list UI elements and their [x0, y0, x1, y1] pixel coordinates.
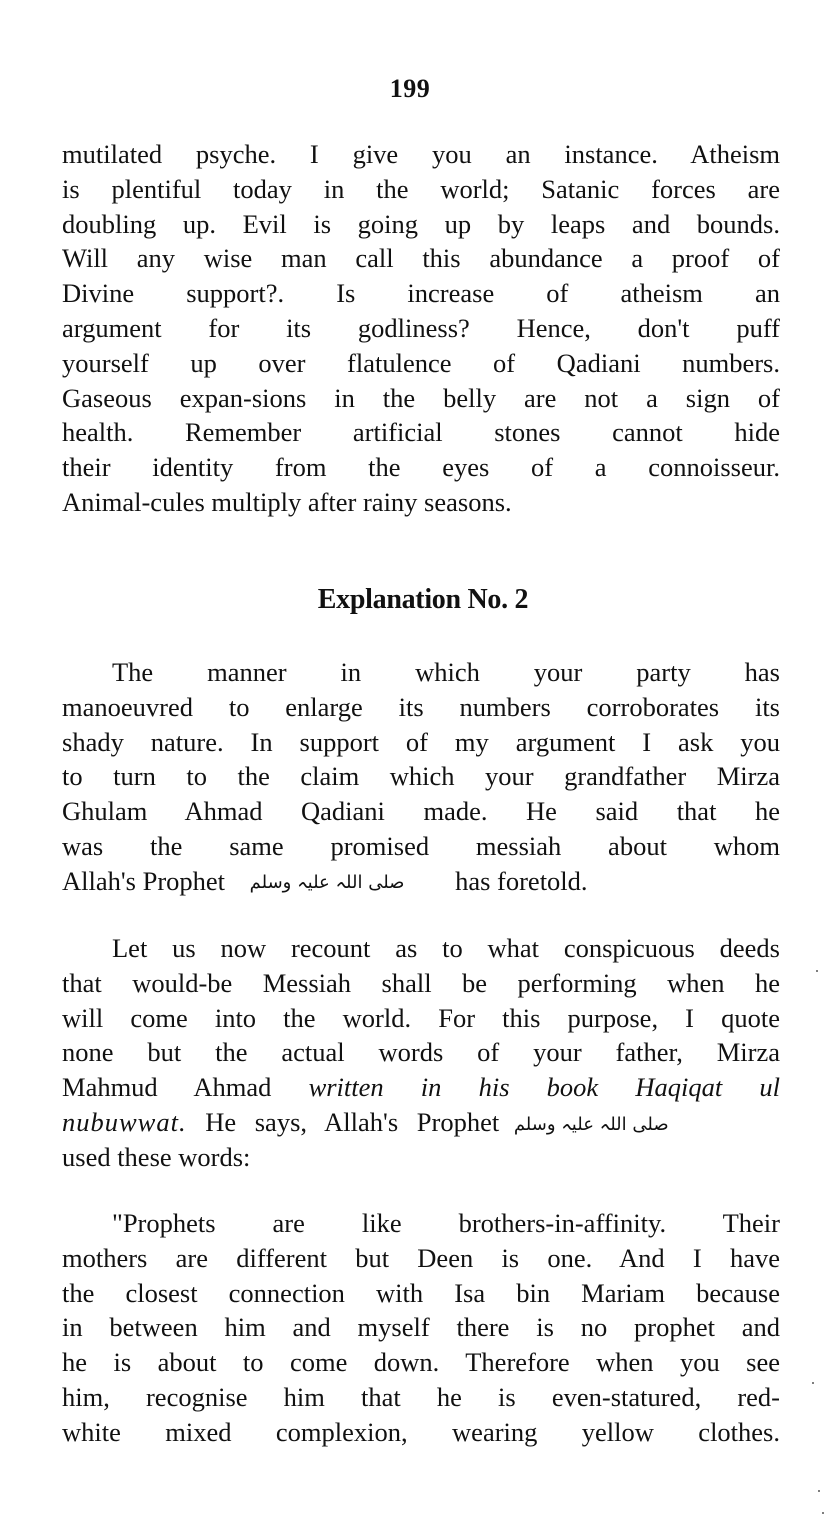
text-line: mothers are different but Deen is one. And I have [62, 1242, 780, 1273]
text-line: "Prophets are like brothers-in-affinity. Their [112, 1208, 780, 1238]
text-line: the closest connection with Isa bin Mariam because [62, 1277, 780, 1308]
text-line: yourself up over flatulence of Qadiani numbers. [62, 347, 780, 378]
text-line: was the same promised messiah about whom [62, 830, 780, 861]
paragraph-1 [62, 137, 780, 520]
text-line: argument for its godliness? Hence, don't puff [62, 312, 780, 343]
text-line: used these words: [62, 1141, 251, 1172]
honorific-urdu: صلی اللہ علیہ وسلم [249, 872, 405, 894]
text-line: white mixed complexion, wearing yellow clothes. [62, 1416, 780, 1447]
text-line: Let us now recount as to what conspicuous deeds [112, 933, 780, 963]
text-line: him, recognise him that he is even-statured, red- [62, 1381, 780, 1412]
text-line: he is about to come down. Therefore when you see [62, 1347, 780, 1378]
text-line: Gaseous expan-sions in the belly are not a sign of [62, 382, 780, 413]
text-line: in between him and myself there is no prophet and [62, 1312, 780, 1343]
section-heading: Explanation No. 2 [317, 584, 529, 615]
paragraph-2 [62, 655, 780, 899]
text-line: shady nature. In support of my argument I ask you [62, 726, 780, 757]
book-title-italic: nubuwwat. [62, 1106, 187, 1137]
text-line [62, 1070, 780, 1105]
text-line: their identity from the eyes of a connoisseur. [62, 452, 780, 483]
text-line: none but the actual words of your father, Mirza [62, 1037, 780, 1068]
text-line: Divine support?. Is increase of atheism an [62, 278, 780, 309]
text-line: Will any wise man call this abundance a proof of [62, 243, 780, 274]
text-segment: He says, Allah's Prophet [186, 1106, 500, 1137]
scan-speck [812, 1382, 814, 1384]
text-line [62, 1105, 780, 1140]
text-line: that would-be Messiah shall be performing when he [62, 967, 780, 998]
text-segment: has foretold. [455, 865, 588, 896]
text-line: The manner in which your party has [112, 657, 780, 687]
text-line: doubling up. Evil is going up by leaps and bounds. [62, 208, 780, 239]
text-line: health. Remember artificial stones cannot hide [62, 417, 780, 448]
scan-speck [822, 1512, 824, 1514]
text-line: Animal-cules multiply after rainy seasons. [62, 486, 512, 517]
text-line: mutilated psyche. I give you an instance. Atheism [62, 139, 780, 169]
page-number: 199 [389, 74, 431, 103]
scan-speck [818, 1490, 820, 1492]
honorific-urdu: صلی اللہ علیہ وسلم [513, 1113, 669, 1135]
scan-speck [816, 970, 818, 972]
paragraph-4 [62, 1206, 780, 1450]
text-line [62, 864, 780, 899]
text-line: manoeuvred to enlarge its numbers corroborates its [62, 691, 780, 722]
paragraph-3 [62, 931, 780, 1175]
text-line: to turn to the claim which your grandfather Mirza [62, 761, 780, 792]
text-segment: Allah's Prophet [62, 865, 226, 896]
text-segment: Mahmud Ahmad [62, 1072, 309, 1103]
book-title-italic: written in his book Haqiqat ul [308, 1072, 780, 1103]
text-line: Ghulam Ahmad Qadiani made. He said that he [62, 796, 780, 827]
text-line: will come into the world. For this purpose, I quote [62, 1002, 780, 1033]
text-line: is plentiful today in the world; Satanic forces are [62, 173, 780, 204]
